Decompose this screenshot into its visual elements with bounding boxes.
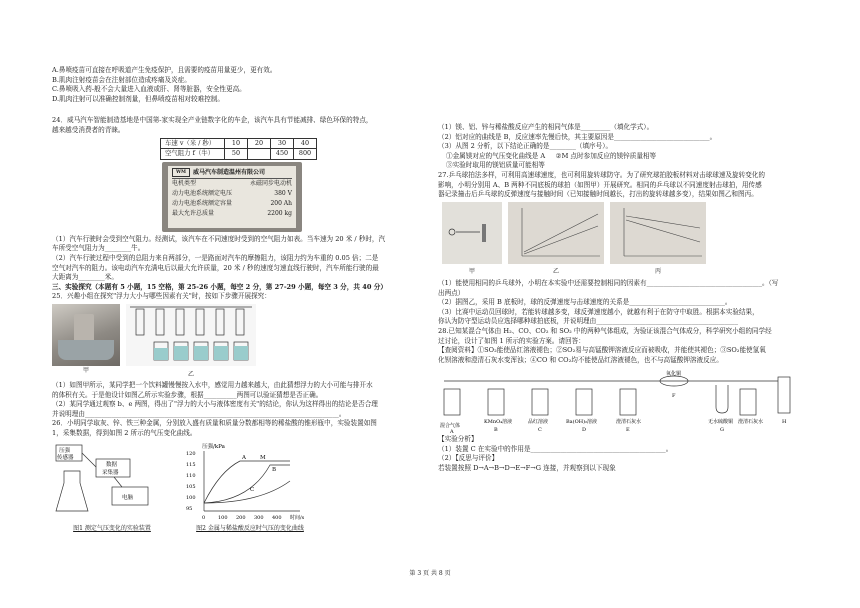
app-label: 澄清石灰水 <box>738 419 764 426</box>
section-3-heading: 三、实验探究（本题有 5 小题，15 空格，第 25-26 小题，每空 2 分，第 27-29 小题，每空 3 分，共 40 分） <box>52 282 387 291</box>
right-column <box>438 0 818 474</box>
question-27: 27.乒乓球拍法多样，可利用高速球速度，也可利用旋转球防守。为了研究球拍胶板材料对击球球速及旋转变化的 影响，小明分别用 A、B 两种不同底板的球拍（如图甲）开展研究。相同的乒乓球以不同速度射击球拍，用传感 器记录撞击后乒乓球的反弹速度与接触时间（已知接触时间越长，打出的旋转球越多变），结果如图乙和图丙。 <box>438 170 765 199</box>
question-25-1: （1）如图甲所示，某同学把一个饮料罐慢慢按入水中，感觉用力越来越大，由此猜想浮力的大小可能与排开水 的体积有关。于是他设计如图乙所示实验步骤，根据__________两图可以验证猜想是否正确。 <box>52 381 373 399</box>
figure1-caption: 图1 测定气压变化的实验装置 <box>73 525 151 533</box>
option-c: C.鼻喷吸入药-般不会大量进入血液或肝、肾等脏器，安全性更高。 <box>52 85 246 94</box>
figure-yi-label: 乙 <box>187 370 194 378</box>
curve-label: A <box>242 454 246 461</box>
question-26-1: （1）镁、铝、锌与稀盐酸反应产生的相同气体是_________（填化学式）。 <box>438 123 654 131</box>
option-d: D.肌肉注射可以准确控制剂量，但鼻喷疫苗相对较难控制。 <box>52 94 224 103</box>
gas-apparatus-diagram <box>438 367 818 433</box>
contact-time-chart <box>610 202 706 264</box>
pressure-apparatus-diagram <box>52 441 172 521</box>
paddle-diagram <box>442 202 502 264</box>
curve-label: B <box>272 466 277 473</box>
table-row: 空气阻力 f（牛） 50 450 800 <box>161 149 317 160</box>
label-computer: 电脑 <box>122 494 134 501</box>
question-28: 28.已知某混合气体由 H₂、CO、CO₂ 和 SO₂ 中的两种气体组成，为验证该混合气体成分，科学研究小组的同学经 过讨论，设计了如图 1 所示的实验方案。请回答： <box>438 326 772 345</box>
x-tick: 100 <box>218 514 228 521</box>
option-b: B.肌肉注射疫苗会在注射部位造成疼痛及炎症。 <box>52 75 191 84</box>
x-tick: 300 <box>254 514 264 521</box>
app-label: 澄清石灰水 <box>616 419 642 426</box>
figure2-caption: 图2 金属与稀盐酸反应时气压的变化曲线 <box>196 525 304 533</box>
plate-row: 动力电池系统额定容量 200 Ah <box>172 199 292 207</box>
plate-row: 动力电池系统额定电压 380 V <box>172 189 292 197</box>
figure-27 <box>442 202 818 277</box>
label-data: 数据 <box>106 461 118 468</box>
question-26-3: （3）从图 2 分析，以下结论正确的是________（填序号）。 <box>438 142 613 151</box>
app-letter: A <box>450 429 454 434</box>
app-label: Ba(OH)₂溶液 <box>566 419 598 426</box>
y-tick: 120 <box>186 450 196 457</box>
y-axis-label: 压强/kPa <box>202 443 225 450</box>
question-25-2: （2）某同学通过观察 b、e 两图，得出了"浮力的大小与液体密度有关"的结论，你认为这样得出的结论是否合理 并说明理由_____________________________________________________________________________。 <box>52 400 378 418</box>
x-axis-label: 时间/s <box>290 514 305 521</box>
question-28-1: （1）装置 C 在实验中的作用是_________________________________________。 <box>438 444 673 453</box>
page-number: 第 3 页 共 8 页 <box>409 570 451 577</box>
option-a: A.鼻喷疫苗可直接在呼吸道产生免疫保护，且需要的疫苗用量更少，更有效。 <box>52 66 277 74</box>
figure-25 <box>52 304 428 379</box>
plate-row: 最大允许总质量 2200 kg <box>172 209 292 217</box>
nameplate-photo <box>162 162 302 232</box>
question-26: 26．小明同学取灰、锌、铁三种金属，分别放入盛有质量和质量分数都相等的稀盐酸的锥形瓶中，实验装置如图 1，采集数据，得到如图 2 所示的气压变化曲线。 <box>52 419 377 438</box>
y-tick: 95 <box>186 505 193 512</box>
spring-scale-schematic <box>126 304 256 366</box>
figure-26 <box>52 441 428 534</box>
y-tick: 100 <box>186 494 196 501</box>
label-sensor: 传感器 <box>57 454 74 461</box>
reference-info: 【查阅资料】①SO₂能使品红溶液褪色；②SO₂易与高锰酸钾溶液反应而被吸收，并能使其褪色；③SO₂能使氢氧 化钡溶液和澄清石灰水变浑浊；④CO 和 CO₂均不能使品红溶液褪色，也不与高锰酸钾溶液反应。 <box>438 346 766 364</box>
question-28-2: （2）【反思与评价】 <box>438 454 499 463</box>
rebound-speed-chart <box>508 202 604 264</box>
app-letter: H <box>782 419 787 426</box>
app-letter: F <box>672 393 676 400</box>
label-pressure: 压强 <box>59 447 71 454</box>
brand-logo: WM <box>172 168 190 177</box>
can-in-water-photo <box>52 304 120 366</box>
app-label: 氧化铜 <box>666 371 682 378</box>
figure-jia-label: 甲 <box>82 366 89 374</box>
question-25: 25．兴趣小组在探究"浮力大小与哪些因素有关"时，按如下步骤开展探究： <box>52 292 271 301</box>
question-26-3-options: ①金属镁对应的气压变化曲线是 A ②M 点时参加反应的镁锌质量相等 ③实验时取用的镁铝质量可能相等 <box>446 151 657 170</box>
question-27-1: （1）能使用相同的乒乓球外，小明在本实验中还需要控制相同的因素有___________________________________。（写 出两点） <box>438 278 779 297</box>
curve-label: C <box>250 486 255 493</box>
analysis-heading: 【实验分析】 <box>438 435 478 444</box>
pressure-curve-chart <box>180 441 320 521</box>
x-tick: 400 <box>272 514 282 521</box>
app-letter: B <box>494 427 498 434</box>
x-tick: 0 <box>202 514 206 521</box>
app-letter: C <box>538 427 542 434</box>
app-letter: G <box>720 427 724 434</box>
app-label: KMnO₄溶液 <box>484 419 513 426</box>
app-label: 无水硫酸铜 <box>708 419 734 426</box>
question-28-3: 若装置按照 D→A→B→D→E→F→G 连接，并观察到以下现象 <box>438 464 616 473</box>
question-26-2: （2）铝对应的曲线是 B，反应速率先慢后快，其主要原因是_____________________________。 <box>438 132 717 141</box>
x-tick: 200 <box>236 514 246 521</box>
question-24: 24．威马汽车智能制造基地是中国第-家实现全产业链数字化的车企，该汽车具有节能减排、绿色环保的特点， 越来越受消费者的青睐。 <box>52 116 373 134</box>
plate-row: 电机类型 永磁同步电动机 <box>172 179 292 187</box>
app-label: 混合气体 <box>440 423 461 430</box>
label-collector: 采集器 <box>102 469 119 476</box>
app-label: 品红溶液 <box>528 419 549 426</box>
app-letter: E <box>626 427 630 434</box>
question-24-1: （1）汽车行驶时会受到空气阻力。经测试，该汽车在不同速度时受到的空气阻力如表。当车速为 20 米 / 秒时，汽 车所受空气阻力为________牛。 <box>52 234 386 253</box>
question-27-2: （2）据图乙，采用 B 底板时，球的反弹速度与击球速度的关系是_____________________________。 <box>438 298 732 307</box>
y-tick: 105 <box>186 483 196 490</box>
figure-label: 甲 <box>468 268 475 276</box>
question-24-2: （2）汽车行驶过程中受到的总阻力来自两部分，一是路面对汽车的摩擦阻力，该阻力约为车重的 0.05 倍；二是 空气对汽车的阻力。该电动汽车充满电后以最大允许质量，20 米 / 秒的速度匀速直线行驶时，汽车所能行驶的最 大距离为________米。 <box>52 253 379 282</box>
app-letter: D <box>582 427 587 434</box>
curve-label: M <box>260 454 266 461</box>
table-row: 车速 v（米 / 秒） 10 20 30 40 <box>161 138 317 149</box>
y-tick: 115 <box>186 461 196 468</box>
left-column <box>52 0 428 534</box>
figure-label: 乙 <box>552 268 559 276</box>
question-27-3: （3）比赛中运动员回球时，若能转球越多变，球反弹速度越小，就越有利于在防守中取胜。根据本实验结果， 你认为防守型运动员应选择哪种球拍底板，并说明理由___________________________________________ <box>438 307 759 326</box>
figure-label: 丙 <box>654 268 661 276</box>
speed-table <box>160 138 317 160</box>
y-tick: 110 <box>186 472 196 479</box>
plate-title: 威马汽车制造温州有限公司 <box>193 168 266 176</box>
